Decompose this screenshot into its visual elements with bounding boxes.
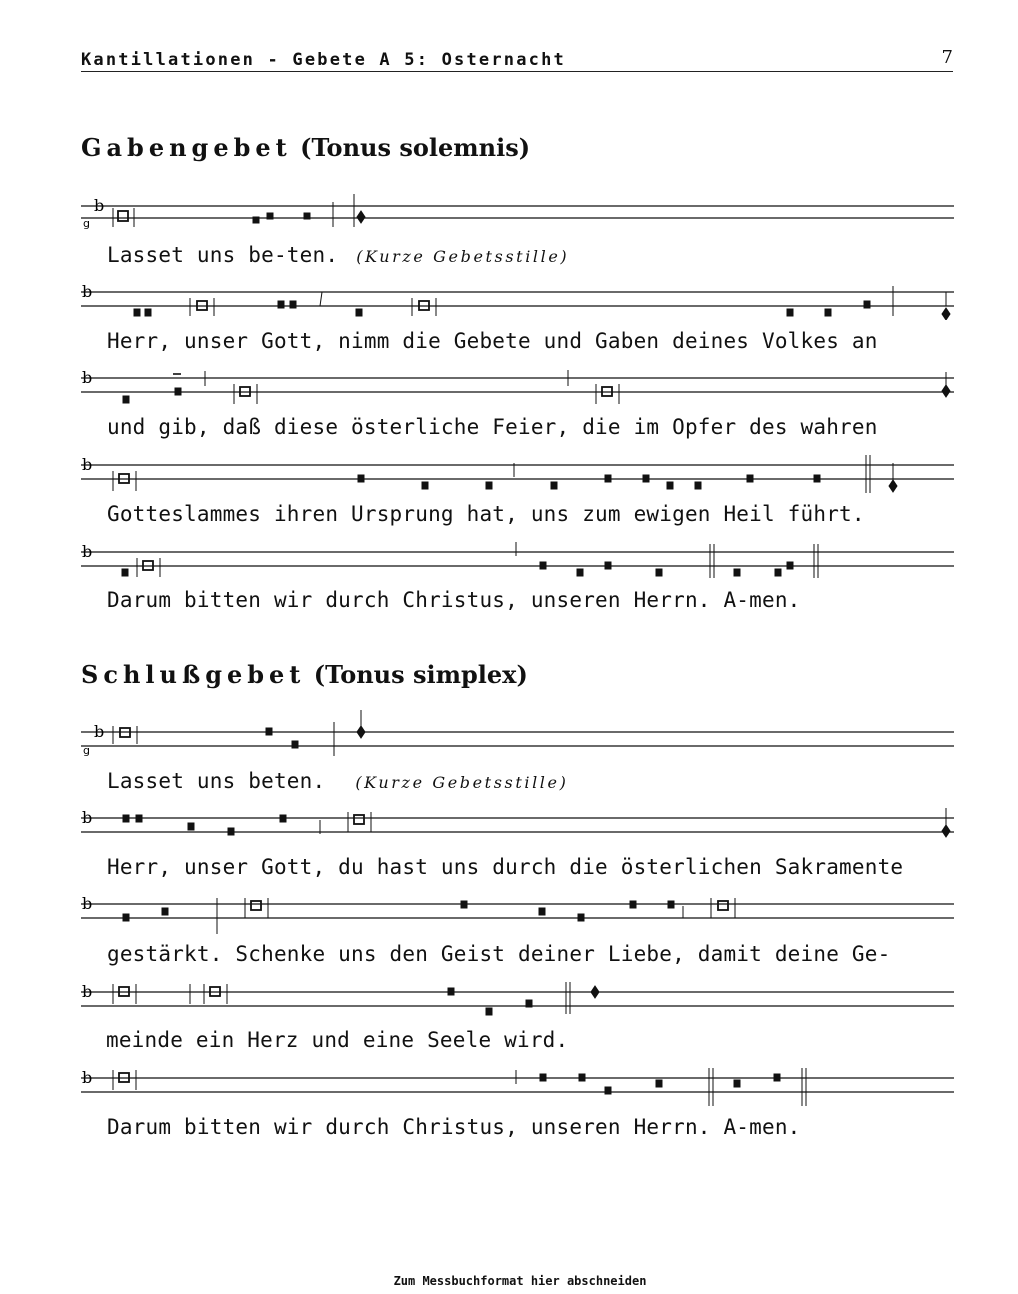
running-title: Kantillationen - Gebete A 5: Osternacht — [81, 50, 566, 70]
section-title-tonus: (Tonus simplex) — [313, 660, 528, 689]
staff-2-5 — [78, 1066, 958, 1108]
lyric-line-2-4: meinde ein Herz und eine Seele wird. — [106, 1028, 569, 1052]
staff-2-3 — [78, 892, 958, 936]
g-clef-icon: g — [83, 744, 90, 756]
flat-icon: b — [82, 808, 93, 827]
section-title-tonus: (Tonus solemnis) — [300, 133, 531, 162]
section-title-schlussgebet — [81, 660, 528, 689]
lyric-line-2-2: Herr, unser Gott, du hast uns durch die österlichen Sakramente — [107, 855, 904, 879]
staff-1-4 — [78, 453, 958, 495]
lyric-line-1-4: Gotteslammes ihren Ursprung hat, uns zum ewigen Heil führt. — [107, 502, 865, 526]
staff-1-5 — [78, 540, 958, 580]
rubric-pause: (Kurze Gebetsstille) — [355, 773, 569, 792]
section-title-gabengebet — [81, 133, 530, 162]
lyric-line-2-3: gestärkt. Schenke uns den Geist deiner Liebe, damit deine Ge- — [107, 942, 891, 966]
cut-instruction: Zum Messbuchformat hier abschneiden — [393, 1274, 647, 1288]
staff-1-1 — [78, 194, 958, 230]
flat-icon: b — [82, 542, 93, 561]
staff-2-1 — [78, 710, 958, 756]
page-header — [81, 47, 953, 72]
flat-icon: b — [82, 455, 93, 474]
flat-icon: b — [94, 722, 105, 741]
flat-icon: b — [94, 196, 105, 215]
flat-icon: b — [82, 1068, 93, 1087]
lyric-line-1-5: Darum bitten wir durch Christus, unseren Herrn. A-men. — [107, 588, 801, 612]
staff-2-4 — [78, 980, 958, 1020]
page-number: 7 — [941, 47, 953, 68]
staff-2-2 — [78, 806, 958, 846]
flat-icon: b — [82, 982, 93, 1001]
flat-icon: b — [82, 282, 93, 301]
lyric-line-1-1: Lasset uns be-ten. (Kurze Gebetsstille) — [107, 243, 570, 267]
section-title-main: Schlußgebet — [81, 660, 306, 689]
lyric-line-1-3: und gib, daß diese österliche Feier, die im Opfer des wahren — [107, 415, 878, 439]
section-title-main: Gabengebet — [81, 133, 292, 162]
flat-icon: b — [82, 368, 93, 387]
lyric-line-2-1: Lasset uns beten. (Kurze Gebetsstille) — [107, 769, 569, 793]
g-clef-icon: g — [83, 217, 90, 230]
lyric-line-1-2: Herr, unser Gott, nimm die Gebete und Gaben deines Volkes an — [107, 329, 878, 353]
lyric-line-2-5: Darum bitten wir durch Christus, unseren Herrn. A-men. — [107, 1115, 801, 1139]
flat-icon: b — [82, 894, 93, 913]
rubric-pause: (Kurze Gebetsstille) — [356, 247, 570, 266]
staff-1-3 — [78, 366, 958, 408]
staff-1-2 — [78, 280, 958, 320]
